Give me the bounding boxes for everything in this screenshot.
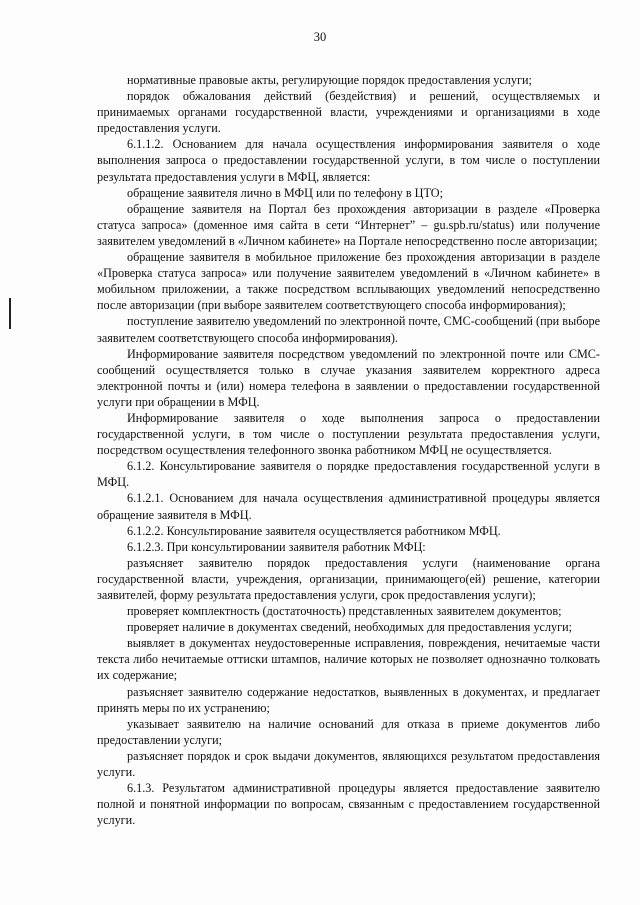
paragraph: обращение заявителя на Портал без прохождения авторизации в разделе «Проверка статуса запроса» (доменное имя сайта в сети “Интернет” – gu.spb.ru/status) или получение заявителем уведомлений в «Личном кабинете» на Портале непосредственно после авторизации; — [97, 201, 600, 248]
paragraph: 6.1.3. Результатом административной процедуры является предоставление заявителю полной и понятной информации по вопросам, связанным с предоставлением государственной услуги. — [97, 781, 600, 828]
paragraph: обращение заявителя лично в МФЦ или по телефону в ЦТО; — [127, 185, 443, 200]
margin-change-bar — [9, 298, 11, 329]
paragraph: обращение заявителя в мобильное приложение без прохождения авторизации в разделе «Проверка статуса запроса» или получение заявителем уведомлений в «Личном кабинете» в мобильном приложении, а также посредством всплывающих уведомлений непосредственно после авторизации (при выборе заявителем соответствующего способа информирования); — [97, 250, 600, 313]
body-text — [97, 72, 600, 828]
paragraph: Информирование заявителя посредством уведомлений по электронной почте или СМС-сообщений осуществляется только в случае указания заявителем корректного адреса электронной почты и (или) номера телефона в заявлении о предоставлении государственной услуги при обращении в МФЦ. — [97, 346, 600, 409]
paragraph: разъясняет заявителю содержание недостатков, выявленных в документах, и предлагает принять меры по их устранению; — [97, 684, 600, 715]
paragraph: нормативные правовые акты, регулирующие порядок предоставления услуги; — [127, 73, 532, 87]
paragraph: указывает заявителю на наличие оснований для отказа в приеме документов либо предоставлении услуги; — [97, 716, 600, 747]
page-number: 30 — [313, 30, 327, 44]
paragraph: 6.1.2.3. При консультировании заявителя работник МФЦ: — [127, 539, 426, 554]
paragraph: проверяет комплектность (достаточность) представленных заявителем документов; — [127, 604, 562, 619]
paragraph: 6.1.1.2. Основанием для начала осуществления информирования заявителя о ходе выполнения запроса о предоставлении государственной услуги, в том числе о поступлении результата предоставления услуги в МФЦ, является: — [97, 137, 600, 184]
paragraph: 6.1.2.2. Консультирование заявителя осуществляется работником МФЦ. — [127, 523, 501, 538]
paragraph: Информирование заявителя о ходе выполнения запроса о предоставлении государственной услуги, в том числе о поступлении результата предоставления услуги, посредством осуществления телефонного звонка работником МФЦ не осуществляется. — [97, 410, 600, 458]
paragraph: 6.1.2. Консультирование заявителя о порядке предоставления государственной услуги в МФЦ. — [97, 459, 600, 490]
paragraph: выявляет в документах неудостоверенные исправления, повреждения, нечитаемые части текста либо нечитаемые оттиски штампов, наличие которых не позволяет однозначно толковать их содержание; — [97, 636, 600, 683]
paragraph: разъясняет порядок и срок выдачи документов, являющихся результатом предоставления услуги. — [97, 748, 600, 780]
paragraph: проверяет наличие в документах сведений, необходимых для предоставления услуги; — [127, 620, 573, 635]
paragraph: 6.1.2.1. Основанием для начала осуществления административной процедуры является обращение заявителя в МФЦ. — [97, 491, 600, 522]
paragraph: порядок обжалования действий (бездействия) и решений, осуществляемых и принимаемых органами государственной власти, учреждениями и организациями в ходе предоставления услуги. — [97, 89, 600, 136]
paragraph: поступление заявителю уведомлений по электронной почте, СМС-сообщений (при выборе заявителем соответствующего способа информирования). — [97, 314, 600, 345]
paragraph: разъясняет заявителю порядок предоставления услуги (наименование органа государственной власти, учреждения, организации, принимающего(ей) решение, категории заявителей, форму результата предоставления услуги, срок предоставления услуги); — [97, 555, 600, 602]
